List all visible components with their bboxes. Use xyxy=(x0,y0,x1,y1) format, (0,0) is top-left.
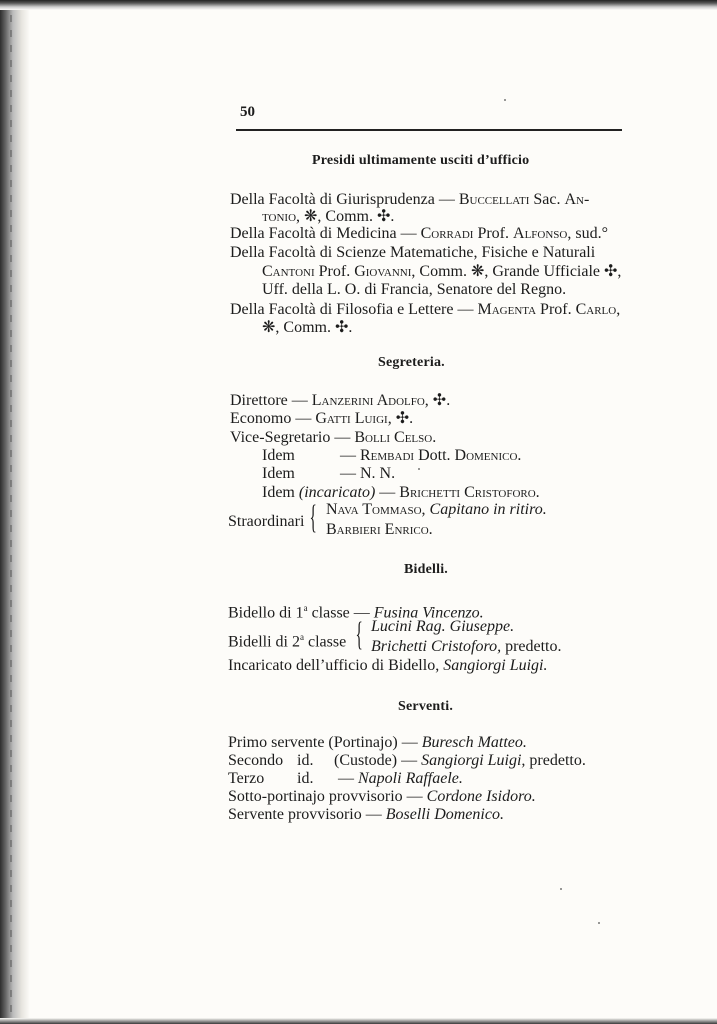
brace-straordinari: { xyxy=(309,499,317,536)
segreteria-idem-2: — N. N. xyxy=(340,465,396,482)
heading-bidelli: Bidelli. xyxy=(404,562,448,577)
presidi-line-4: Della Facoltà di Scienze Matematiche, Fisiche e Naturali xyxy=(230,244,596,261)
text: (Custode) — xyxy=(334,752,422,769)
name-cordone: Cordone Isidoro. xyxy=(426,788,536,805)
straordinari-row-1 xyxy=(326,500,547,520)
text: , Comm. ❋, Grande Ufficiale ✣, xyxy=(411,263,622,280)
text: Prof. xyxy=(314,263,355,280)
serventi-line-2-a: Secondo xyxy=(228,752,284,769)
text: Della Facoltà di Giurisprudenza — xyxy=(230,191,459,208)
book-binding-edge xyxy=(0,0,30,1024)
text: Dott. xyxy=(414,447,455,464)
text: Prof. xyxy=(473,225,514,242)
text: Incaricato dell’ufficio di Bidello, xyxy=(228,657,444,674)
bidelli-row-2 xyxy=(371,637,562,657)
name-antonio-cont: tonio xyxy=(262,208,297,225)
text: Servente provvisorio — xyxy=(228,806,386,823)
segreteria-idem-1 xyxy=(340,446,521,466)
name-gatti: Gatti Luigi xyxy=(315,410,388,427)
top-page-edge xyxy=(0,0,717,10)
name-bolli: Bolli Celso xyxy=(354,429,433,446)
name-brichetti: Brichetti Cristoforo, xyxy=(371,638,502,655)
name-magenta: Magenta xyxy=(477,301,537,318)
name-barbieri: Barbieri Enrico xyxy=(326,521,429,538)
segreteria-idem-2-label: Idem xyxy=(262,465,295,482)
presidi-line-8: ❋, Comm. ✣. xyxy=(262,319,353,336)
serventi-line-1 xyxy=(228,733,527,753)
text: Idem xyxy=(262,484,299,501)
presidi-line-3 xyxy=(230,224,608,244)
name-nava: Nava Tommaso xyxy=(326,501,422,518)
name-rembadi: Rembadi xyxy=(360,447,415,464)
bidelli-line-3 xyxy=(228,656,548,676)
name-napoli: Napoli Raffaele. xyxy=(358,770,463,787)
segreteria-economo xyxy=(230,409,413,429)
brace-bidelli: { xyxy=(355,616,363,653)
name-lanzerini: Lanzerini Adolfo xyxy=(311,392,425,409)
paper-speck xyxy=(598,922,600,924)
name-carlo: Carlo xyxy=(575,301,617,318)
heading-presidi: Presidi ultimamente usciti d’ufficio xyxy=(312,153,530,168)
name-fusina: Fusina Vincenzo. xyxy=(373,604,484,622)
straordinari-row-2 xyxy=(326,520,433,540)
text: , ✣. xyxy=(424,392,451,409)
superscript: a xyxy=(300,632,304,642)
presidi-line-5 xyxy=(262,262,621,282)
serventi-line-2-c xyxy=(334,751,586,771)
incaricato: (incaricato) xyxy=(298,484,376,501)
serventi-line-3-b: id. xyxy=(297,770,314,787)
name-boselli: Boselli Domenico. xyxy=(385,806,504,823)
page-number: 50 xyxy=(240,104,255,120)
text: . xyxy=(517,447,522,464)
name-cantoni: Cantoni xyxy=(262,263,315,280)
bidelli-line-2-label xyxy=(228,627,346,652)
bidelli-row-1: Lucini Rag. Giuseppe. xyxy=(371,618,515,635)
text: classe — xyxy=(307,604,374,622)
text: Bidelli di 2 xyxy=(228,633,300,651)
text: — xyxy=(338,770,358,787)
name-sangiorgi: Sangiorgi Luigi, xyxy=(421,752,526,769)
name-buresch: Buresch Matteo. xyxy=(421,734,527,751)
text: Della Facoltà di Medicina — xyxy=(230,225,421,242)
header-rule xyxy=(236,129,622,131)
text: . xyxy=(432,429,437,446)
name-antonio: An- xyxy=(564,191,590,208)
name-corradi: Corradi xyxy=(420,225,474,242)
text: Sac. xyxy=(529,191,565,208)
paper-speck xyxy=(504,99,506,101)
text: , ❋, Comm. ✣. xyxy=(296,208,395,225)
bottom-page-edge xyxy=(0,1018,717,1024)
text: Economo — xyxy=(230,410,316,427)
text: Della Facoltà di Filosofia e Lettere — xyxy=(230,301,478,318)
text: Sotto-portinajo provvisorio — xyxy=(228,788,427,805)
text: predetto. xyxy=(501,638,562,655)
text: , sud.° xyxy=(567,225,608,242)
serventi-line-5 xyxy=(228,805,504,825)
segreteria-vice xyxy=(230,428,436,448)
text: . xyxy=(535,484,540,501)
name-buccellati: Buccellati xyxy=(458,191,530,208)
text: Primo servente (Portinajo) — xyxy=(228,734,422,751)
serventi-line-3-a: Terzo xyxy=(228,770,265,787)
name-alfonso: Alfonso xyxy=(513,225,568,242)
text: classe xyxy=(304,633,347,651)
capitano: Capitano in ritiro. xyxy=(429,501,547,518)
serventi-line-3-c xyxy=(338,769,463,789)
text: Direttore — xyxy=(230,392,312,409)
text: . xyxy=(428,521,433,538)
name-giovanni: Giovanni xyxy=(354,263,412,280)
name-domenico: Domenico xyxy=(454,447,518,464)
text: predetto. xyxy=(525,752,586,769)
text: — xyxy=(375,484,400,501)
name-brichetti: Brichetti Cristoforo xyxy=(399,484,536,501)
segreteria-idem-1-label: Idem xyxy=(262,447,295,464)
text: , ✣. xyxy=(387,410,414,427)
serventi-line-4 xyxy=(228,787,536,807)
text: , xyxy=(421,501,430,518)
text: Bidello di 1 xyxy=(228,604,304,622)
superscript: a xyxy=(303,603,308,613)
serventi-line-2-b: id. xyxy=(297,752,314,769)
text: , xyxy=(616,301,621,318)
heading-segreteria: Segreteria. xyxy=(378,355,445,370)
segreteria-direttore xyxy=(230,391,450,411)
segreteria-straordinari-label: Straordinari xyxy=(228,513,305,530)
presidi-line-7 xyxy=(230,300,620,320)
paper-speck xyxy=(418,468,420,470)
text: — xyxy=(340,447,360,464)
heading-serventi: Serventi. xyxy=(398,699,454,714)
paper-speck xyxy=(560,888,562,890)
text: Vice-Segretario — xyxy=(230,429,355,446)
name-sangiorgi: Sangiorgi Luigi. xyxy=(443,657,548,674)
text: Prof. xyxy=(536,301,576,318)
presidi-line-6: Uff. della L. O. di Francia, Senatore del Regno. xyxy=(262,281,567,298)
